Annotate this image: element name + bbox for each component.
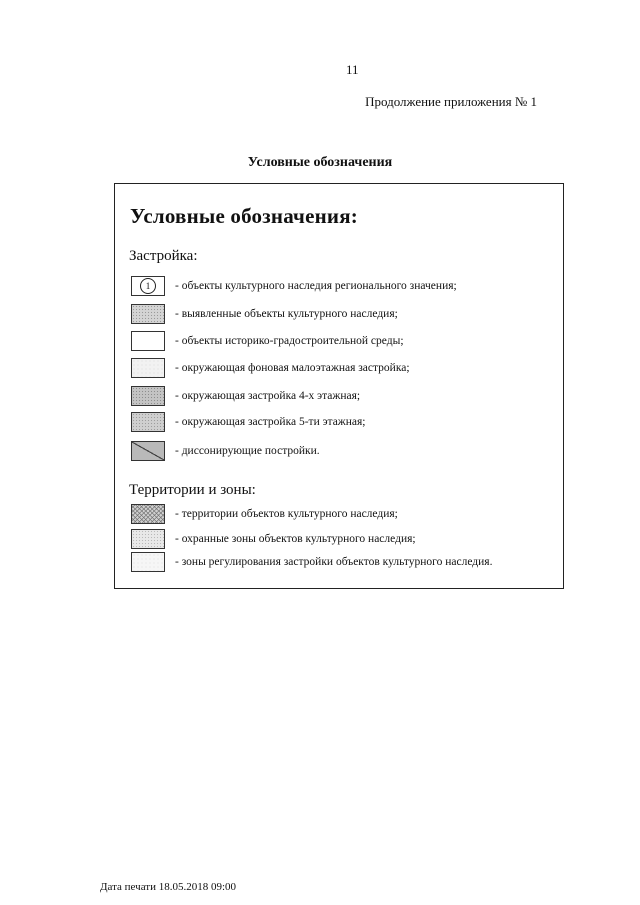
- legend-item-regulation-zone: [131, 550, 492, 574]
- legend-item-label: - окружающая фоновая малоэтажная застройка;: [175, 362, 410, 374]
- legend-item-protection-zone: [131, 527, 416, 551]
- legend-item-five-storey: [131, 410, 366, 434]
- legend-item-label: - выявленные объекты культурного наследия;: [175, 308, 398, 320]
- heritage-numbered-swatch: [131, 276, 165, 296]
- legend-item-label: - объекты культурного наследия регионального значения;: [175, 280, 457, 292]
- legend-item-heritage-territory: [131, 502, 398, 526]
- legend-item-four-storey: [131, 384, 360, 408]
- print-date: Дата печати 18.05.2018 09:00: [100, 881, 237, 893]
- legend-box: [114, 183, 564, 589]
- light-swatch: [131, 358, 165, 378]
- legend-item-label: - охранные зоны объектов культурного наследия;: [175, 533, 416, 545]
- section-title-buildings: Застройка:: [129, 248, 198, 264]
- stipple-swatch: [131, 529, 165, 549]
- appendix-continuation: Продолжение приложения № 1: [365, 94, 537, 109]
- legend-item-identified-heritage: [131, 302, 398, 326]
- legend-item-label: - территории объектов культурного наследия;: [175, 508, 398, 520]
- legend-heading: Условные обозначения:: [130, 204, 358, 228]
- stipple-swatch: [131, 304, 165, 324]
- legend-item-label: - окружающая застройка 4-х этажная;: [175, 390, 361, 402]
- plain-swatch: [131, 331, 165, 351]
- legend-item-label: - окружающая застройка 5-ти этажная;: [175, 416, 366, 428]
- legend-item-label: - объекты историко-градостроительной среды;: [175, 335, 404, 347]
- document-title: Условные обозначения: [247, 155, 393, 170]
- legend-item-dissonant: [131, 439, 320, 463]
- legend-item-heritage-regional: [131, 274, 457, 298]
- crosshatch-swatch: [131, 504, 165, 524]
- section-title-zones: Территории и зоны:: [129, 482, 256, 498]
- grey-swatch: [131, 386, 165, 406]
- diagonal-swatch: [131, 441, 165, 461]
- legend-item-label: - зоны регулирования застройки объектов культурного наследия.: [175, 556, 493, 568]
- legend-item-background-lowrise: [131, 356, 410, 380]
- page-number: 11: [346, 62, 359, 77]
- object-number-badge: 1: [140, 278, 156, 294]
- grey-swatch: [131, 412, 165, 432]
- legend-item-label: - диссонирующие постройки.: [175, 445, 320, 457]
- light-swatch: [131, 552, 165, 572]
- legend-item-historic-environment: [131, 329, 404, 353]
